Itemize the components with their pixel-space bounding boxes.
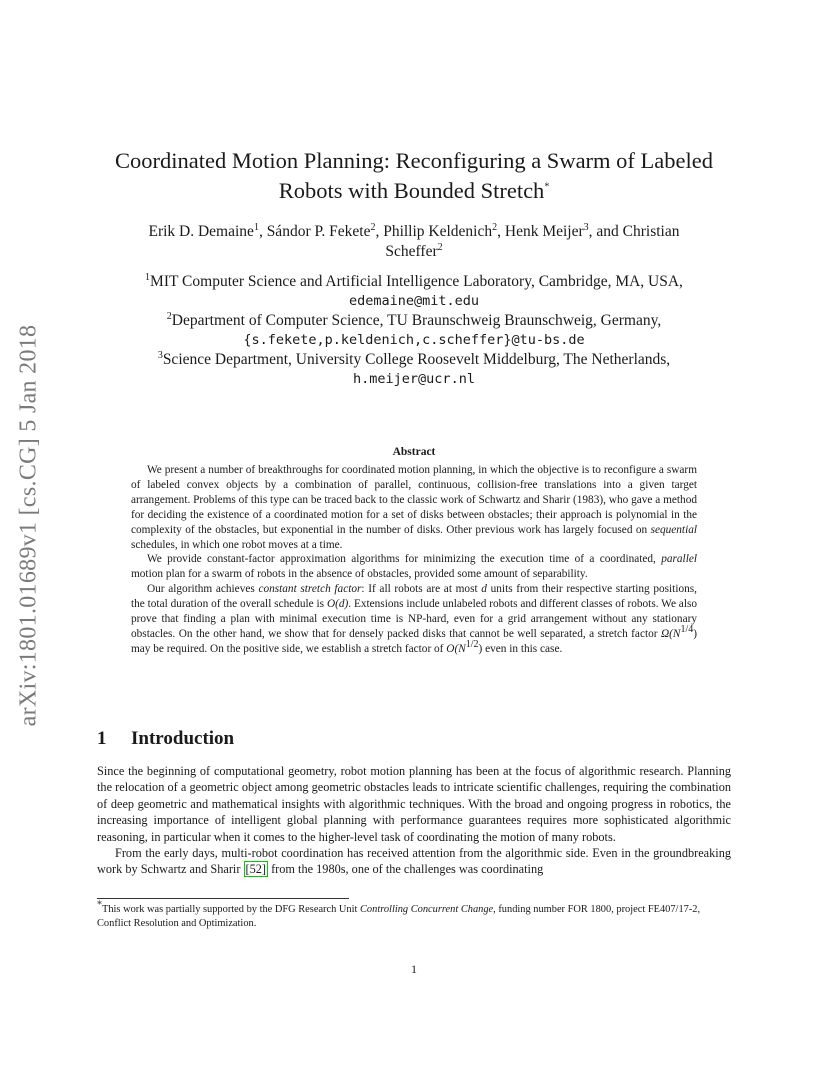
body-text-run: from the 1980s, one of the challenges was coordinating — [268, 862, 544, 877]
affiliation-mark: 3 — [157, 349, 163, 361]
affiliation-email: edemaine@mit.edu — [348, 292, 480, 309]
math-expression: O(d) — [326, 598, 349, 611]
author-affil-mark: 2 — [492, 221, 498, 233]
footnote-text: , funding number FOR 1800, project FE407/17-2, Conflict Resolution and Optimization. — [97, 904, 701, 929]
author-name: Phillip Keldenich — [383, 223, 493, 240]
affiliation-email: h.meijer@ucr.nl — [353, 370, 475, 387]
abstract-text: We provide constant-factor approximation algorithms for minimizing the execution time of a coordinated, — [147, 553, 662, 566]
affiliation-mark: 2 — [166, 310, 172, 322]
math-expression: O(N — [446, 642, 466, 655]
math-variable: d — [481, 583, 487, 596]
abstract-paragraph — [131, 463, 697, 552]
author-separator: , — [375, 223, 384, 240]
affiliation-list — [90, 272, 738, 389]
section-title: Introduction — [131, 728, 235, 749]
author-separator: , — [497, 223, 505, 240]
abstract-heading: Abstract — [392, 446, 436, 458]
math-exponent: 1/2 — [465, 639, 479, 651]
abstract-text: motion plan for a swarm of robots in the absence of obstacles, provided some amount of separability. — [131, 568, 588, 581]
abstract-paragraph — [131, 552, 697, 582]
arxiv-identifier-text: arXiv:1801.01689v1 [cs.CG] 5 Jan 2018 — [15, 324, 42, 726]
author-name: Erik D. Demaine — [148, 223, 254, 240]
footnote-emphasis: Controlling Concurrent Change — [360, 904, 494, 915]
abstract-text: We present a number of breakthroughs for coordinated motion planning, in which the objective is to reconfigure a swarm of labeled convex objects by a combination of parallel, continuous, collision-free translations into a given target arrangement. Problems of this type can be traced back to the classic work of Schwartz and Sharir (1983), who gave a method for deciding the existence of a coordinated motion for a set of disks between obstacles; their approach is polynomial in the complexity of the obstacles, but exponential in the number of disks. Other previous work has largely focused on — [131, 464, 697, 536]
footnote-mark: * — [97, 899, 102, 911]
author-name: Henk Meijer — [504, 223, 584, 240]
citation-link[interactable]: [52] — [245, 862, 266, 877]
abstract-body — [131, 463, 697, 657]
abstract-text: : If all robots are at most — [361, 583, 482, 596]
affiliation — [90, 272, 738, 292]
math-expression: Ω(N — [660, 627, 681, 640]
math-exponent: 1/4 — [680, 624, 694, 636]
abstract-text: schedules, in which one robot moves at a time. — [131, 538, 343, 551]
section-number: 1 — [97, 728, 107, 749]
affiliation — [90, 350, 738, 370]
affiliation-email: {s.fekete,p.keldenich,c.scheffer}@tu-bs.de — [243, 331, 585, 348]
author-name-first-line: Christian — [622, 223, 680, 240]
title-line-2: Robots with Bounded Stretch — [278, 178, 545, 203]
affiliation-name: Science Department, University College Roosevelt Middelburg, The Netherlands, — [162, 351, 671, 368]
abstract-text: Our algorithm achieves — [147, 583, 259, 596]
author-affil-mark: 1 — [253, 221, 259, 233]
body-paragraph: Since the beginning of computational geometry, robot motion planning has been at the focus of algorithmic research. Planning the relocation of a geometric object among geometric obstacles leads to intricate scientific challenges, requiring the combination of deep geometric and mathematical insights with algorithmic techniques. With the broad and ongoing progress in robotics, the increasing importance of intelligent global planning with performance guarantees requires more sophisticated algorithmic reasoning, in particular when it comes to the higher-level task of coordinating the motion of many robots. — [97, 764, 731, 844]
author-name: Sándor P. Fekete — [266, 223, 371, 240]
affiliation-mark: 1 — [145, 271, 151, 283]
footnote-text: This work was partially supported by the DFG Research Unit — [102, 904, 360, 915]
section-heading — [97, 728, 234, 750]
abstract-emphasis: sequential — [650, 523, 697, 536]
arxiv-identifier — [13, 295, 45, 755]
author-separator: , and — [588, 223, 623, 240]
affiliation — [90, 311, 738, 331]
abstract-text: ) even in this case. — [478, 642, 563, 655]
abstract-emphasis: parallel — [661, 553, 697, 566]
author-list — [100, 222, 728, 262]
author-separator: , — [258, 223, 267, 240]
abstract-text: ) may be required. On the positive side, we establish a stretch factor of — [131, 627, 697, 655]
affiliation-name: MIT Computer Science and Artificial Intelligence Laboratory, Cambridge, MA, USA, — [150, 273, 683, 290]
footnote — [97, 899, 731, 930]
author-affil-mark: 2 — [437, 241, 443, 253]
paper-title — [90, 146, 738, 206]
title-line-1: Coordinated Motion Planning: Reconfiguring a Swarm of Labeled — [114, 148, 713, 173]
author-affil-mark: 3 — [583, 221, 589, 233]
author-affil-mark: 2 — [370, 221, 376, 233]
abstract-paragraph — [131, 582, 697, 657]
title-footnote-mark: * — [544, 181, 550, 193]
body-text — [97, 763, 731, 878]
footnote-rule — [97, 898, 349, 899]
abstract-text: . Extensions include unlabeled robots and different classes of robots. We also prove that finding a plan with minimal execution time is NP-hard, even for a grid arrangement without any stationary obstacles. On the other hand, we show that for densely packed disks that cannot be well separated, a stretch factor — [131, 598, 697, 640]
page-number: 1 — [411, 962, 417, 976]
abstract-text: units from their respective starting positions, the total duration of the overall schedule is — [131, 583, 697, 611]
body-text-run: From the early days, multi-robot coordination has received attention from the algorithmic side. Even in the groundbreaking work by Schwartz and Sharir — [97, 846, 731, 877]
affiliation-name: Department of Computer Science, TU Braunschweig Braunschweig, Germany, — [171, 312, 662, 329]
author-name-second-line: Scheffer — [385, 243, 438, 260]
abstract-emphasis: constant stretch factor — [258, 583, 362, 596]
body-paragraph — [97, 845, 731, 878]
